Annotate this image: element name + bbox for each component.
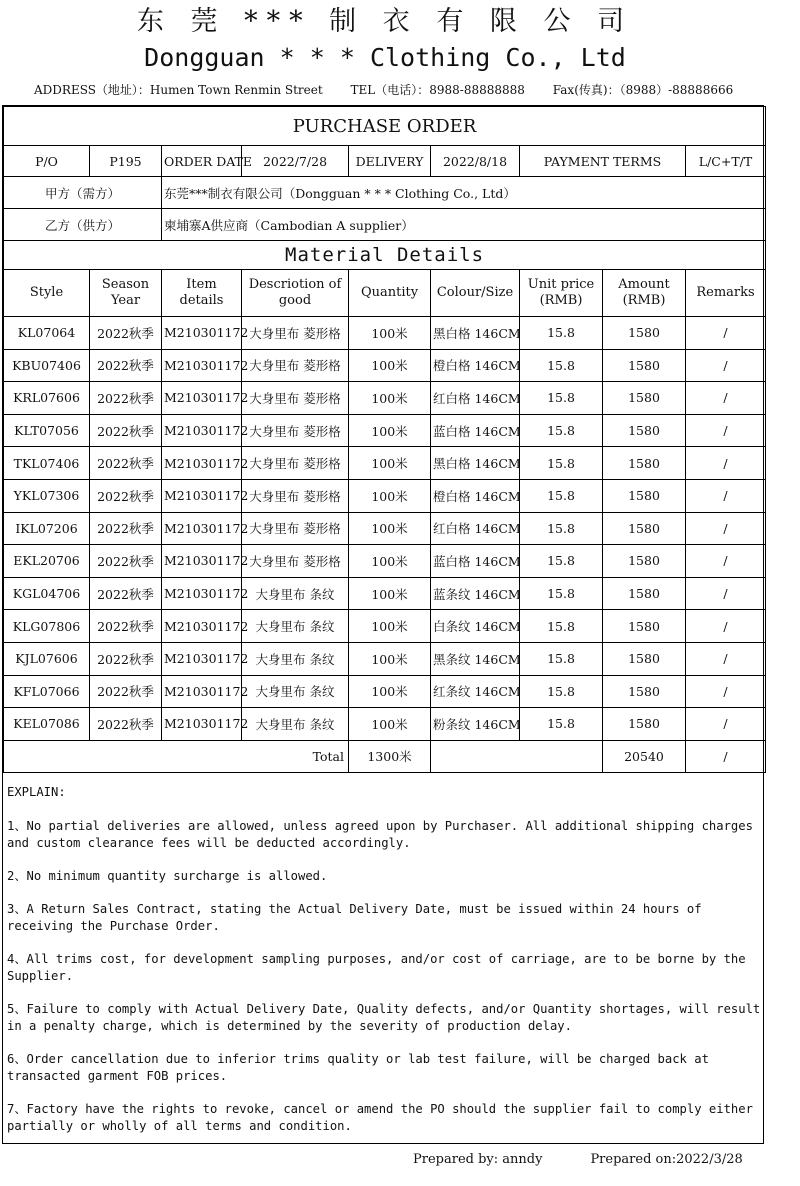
cell-colour-size: 粉条纹 146CM — [431, 708, 520, 741]
buyer-row — [4, 177, 766, 209]
explain-item-6: 6、Order cancellation due to inferior trims quality or lab test failure, will be charged back at transacted garment FOB prices. — [7, 1052, 709, 1083]
cell-unit-price: 15.8 — [520, 317, 603, 350]
cell-item-details: M210301172 — [162, 642, 242, 675]
cell-style: EKL20706 — [4, 545, 90, 578]
buyer-label: 甲方（需方） — [4, 177, 162, 209]
delivery-value: 2022/8/18 — [431, 146, 520, 177]
purchase-order-table — [3, 106, 766, 773]
material-row — [4, 675, 766, 708]
company-name-chinese: 东 莞 *** 制 衣 有 限 公 司 — [136, 6, 634, 37]
cell-unit-price: 15.8 — [520, 414, 603, 447]
cell-quantity: 100米 — [349, 708, 431, 741]
cell-season-year: 2022秋季 — [90, 479, 162, 512]
cell-item-details: M210301172 — [162, 675, 242, 708]
explain-section — [7, 784, 762, 1151]
cell-remarks: / — [686, 708, 766, 741]
cell-description: 大身里布 条纹 — [242, 610, 349, 643]
cell-style: KFL07066 — [4, 675, 90, 708]
cell-season-year: 2022秋季 — [90, 545, 162, 578]
header-unit-price: Unit price (RMB) — [520, 270, 603, 317]
supplier-value: 柬埔寨A供应商（Cambodian A supplier） — [162, 209, 766, 241]
cell-quantity: 100米 — [349, 414, 431, 447]
cell-amount: 1580 — [603, 349, 686, 382]
total-row — [4, 740, 766, 772]
order-date-label: ORDER DATE — [162, 146, 242, 177]
cell-amount: 1580 — [603, 708, 686, 741]
explain-item-4: 4、All trims cost, for development sampling purposes, and/or cost of carriage, are to be borne by the Supplier. — [7, 952, 746, 983]
purchase-order-frame — [2, 105, 764, 1144]
cell-quantity: 100米 — [349, 642, 431, 675]
cell-season-year: 2022秋季 — [90, 512, 162, 545]
cell-style: KL07064 — [4, 317, 90, 350]
cell-unit-price: 15.8 — [520, 675, 603, 708]
material-header-row — [4, 270, 766, 317]
cell-amount: 1580 — [603, 577, 686, 610]
cell-remarks: / — [686, 675, 766, 708]
cell-quantity: 100米 — [349, 447, 431, 480]
cell-unit-price: 15.8 — [520, 512, 603, 545]
cell-unit-price: 15.8 — [520, 447, 603, 480]
material-row — [4, 577, 766, 610]
tel-text: TEL（电话）：8988-88888888 — [350, 83, 525, 97]
cell-colour-size: 黑白格 146CM — [431, 317, 520, 350]
cell-season-year: 2022秋季 — [90, 414, 162, 447]
cell-amount: 1580 — [603, 447, 686, 480]
total-empty-cell — [431, 740, 603, 772]
cell-item-details: M210301172 — [162, 512, 242, 545]
cell-unit-price: 15.8 — [520, 382, 603, 415]
cell-quantity: 100米 — [349, 479, 431, 512]
cell-quantity: 100米 — [349, 545, 431, 578]
cell-colour-size: 红白格 146CM — [431, 382, 520, 415]
cell-colour-size: 蓝白格 146CM — [431, 414, 520, 447]
cell-quantity: 100米 — [349, 382, 431, 415]
cell-season-year: 2022秋季 — [90, 610, 162, 643]
contact-line — [34, 82, 774, 98]
header-amount: Amount (RMB) — [603, 270, 686, 317]
cell-item-details: M210301172 — [162, 382, 242, 415]
cell-style: KGL04706 — [4, 577, 90, 610]
explain-item-1: 1、No partial deliveries are allowed, unless agreed upon by Purchaser. All additional shipping charges and custom clearance fees will be deducted accordingly. — [7, 819, 753, 850]
cell-item-details: M210301172 — [162, 545, 242, 578]
cell-item-details: M210301172 — [162, 349, 242, 382]
cell-remarks: / — [686, 545, 766, 578]
cell-description: 大身里布 菱形格 — [242, 414, 349, 447]
cell-quantity: 100米 — [349, 349, 431, 382]
cell-amount: 1580 — [603, 512, 686, 545]
cell-description: 大身里布 条纹 — [242, 708, 349, 741]
cell-remarks: / — [686, 479, 766, 512]
header-remarks: Remarks — [686, 270, 766, 317]
cell-amount: 1580 — [603, 479, 686, 512]
cell-amount: 1580 — [603, 414, 686, 447]
cell-style: YKL07306 — [4, 479, 90, 512]
header-colour-size: Colour/Size — [431, 270, 520, 317]
cell-remarks: / — [686, 317, 766, 350]
order-info-row — [4, 146, 766, 177]
material-row — [4, 610, 766, 643]
material-details-title: Material Details — [4, 241, 766, 270]
cell-description: 大身里布 条纹 — [242, 642, 349, 675]
cell-description: 大身里布 菱形格 — [242, 545, 349, 578]
material-rows — [4, 317, 766, 741]
total-label: Total — [4, 740, 349, 772]
total-quantity: 1300米 — [349, 740, 431, 772]
cell-quantity: 100米 — [349, 317, 431, 350]
cell-unit-price: 15.8 — [520, 708, 603, 741]
cell-description: 大身里布 条纹 — [242, 675, 349, 708]
cell-colour-size: 橙白格 146CM — [431, 349, 520, 382]
company-name-english: Dongguan * * * Clothing Co., Ltd — [144, 43, 626, 72]
cell-unit-price: 15.8 — [520, 642, 603, 675]
material-row — [4, 479, 766, 512]
cell-quantity: 100米 — [349, 512, 431, 545]
prepared-footer — [413, 1152, 743, 1167]
cell-item-details: M210301172 — [162, 447, 242, 480]
cell-remarks: / — [686, 512, 766, 545]
cell-colour-size: 蓝白格 146CM — [431, 545, 520, 578]
cell-item-details: M210301172 — [162, 317, 242, 350]
buyer-value: 东莞***制衣有限公司（Dongguan * * * Clothing Co., Ltd） — [162, 177, 766, 209]
cell-season-year: 2022秋季 — [90, 675, 162, 708]
cell-colour-size: 橙白格 146CM — [431, 479, 520, 512]
cell-season-year: 2022秋季 — [90, 708, 162, 741]
cell-colour-size: 黑白格 146CM — [431, 447, 520, 480]
cell-amount: 1580 — [603, 642, 686, 675]
header-quantity: Quantity — [349, 270, 431, 317]
material-row — [4, 708, 766, 741]
cell-remarks: / — [686, 577, 766, 610]
cell-unit-price: 15.8 — [520, 577, 603, 610]
payment-terms-value: L/C+T/T — [686, 146, 766, 177]
prepared-on: Prepared on:2022/3/28 — [590, 1152, 743, 1167]
material-row — [4, 545, 766, 578]
header-style: Style — [4, 270, 90, 317]
material-row — [4, 512, 766, 545]
cell-description: 大身里布 菱形格 — [242, 382, 349, 415]
cell-colour-size: 蓝条纹 146CM — [431, 577, 520, 610]
cell-description: 大身里布 菱形格 — [242, 447, 349, 480]
cell-item-details: M210301172 — [162, 414, 242, 447]
cell-remarks: / — [686, 447, 766, 480]
total-amount: 20540 — [603, 740, 686, 772]
cell-season-year: 2022秋季 — [90, 349, 162, 382]
po-value: P195 — [90, 146, 162, 177]
cell-amount: 1580 — [603, 382, 686, 415]
material-row — [4, 414, 766, 447]
fax-text: Fax(传真)：（8988）-88888666 — [552, 83, 734, 97]
cell-unit-price: 15.8 — [520, 545, 603, 578]
cell-item-details: M210301172 — [162, 479, 242, 512]
address-text: ADDRESS（地址）：Humen Town Renmin Street — [34, 83, 323, 97]
payment-terms-label: PAYMENT TERMS — [520, 146, 686, 177]
cell-style: KEL07086 — [4, 708, 90, 741]
purchase-order-title: PURCHASE ORDER — [4, 107, 766, 146]
material-row — [4, 642, 766, 675]
supplier-row — [4, 209, 766, 241]
header-description: Descriotion of good — [242, 270, 349, 317]
cell-remarks: / — [686, 382, 766, 415]
cell-amount: 1580 — [603, 317, 686, 350]
cell-quantity: 100米 — [349, 610, 431, 643]
cell-style: KJL07606 — [4, 642, 90, 675]
explain-heading: EXPLAIN: — [7, 785, 66, 799]
cell-style: IKL07206 — [4, 512, 90, 545]
cell-description: 大身里布 菱形格 — [242, 512, 349, 545]
cell-description: 大身里布 菱形格 — [242, 479, 349, 512]
material-row — [4, 317, 766, 350]
cell-remarks: / — [686, 642, 766, 675]
explain-item-5: 5、Failure to comply with Actual Delivery Date, Quality defects, and/or Quantity shortages, will result in a penalty charge, which is determined by the severity of production delay. — [7, 1002, 761, 1033]
cell-description: 大身里布 菱形格 — [242, 317, 349, 350]
prepared-by: Prepared by: anndy — [413, 1152, 543, 1167]
cell-colour-size: 红白格 146CM — [431, 512, 520, 545]
cell-colour-size: 白条纹 146CM — [431, 610, 520, 643]
cell-colour-size: 红条纹 146CM — [431, 675, 520, 708]
cell-amount: 1580 — [603, 610, 686, 643]
cell-unit-price: 15.8 — [520, 610, 603, 643]
explain-item-7: 7、Factory have the rights to revoke, cancel or amend the PO should the supplier fail to comply either partially or wholly of all terms and condition. — [7, 1102, 753, 1133]
explain-item-3: 3、A Return Sales Contract, stating the Actual Delivery Date, must be issued within 24 hours of receiving the Purchase Order. — [7, 902, 702, 933]
cell-style: KLT07056 — [4, 414, 90, 447]
cell-amount: 1580 — [603, 545, 686, 578]
cell-season-year: 2022秋季 — [90, 317, 162, 350]
cell-season-year: 2022秋季 — [90, 382, 162, 415]
order-date-value: 2022/7/28 — [242, 146, 349, 177]
cell-season-year: 2022秋季 — [90, 447, 162, 480]
material-row — [4, 382, 766, 415]
supplier-label: 乙方（供方） — [4, 209, 162, 241]
cell-unit-price: 15.8 — [520, 479, 603, 512]
cell-item-details: M210301172 — [162, 708, 242, 741]
material-row — [4, 349, 766, 382]
cell-quantity: 100米 — [349, 675, 431, 708]
cell-amount: 1580 — [603, 675, 686, 708]
cell-style: KBU07406 — [4, 349, 90, 382]
explain-item-2: 2、No minimum quantity surcharge is allowed. — [7, 869, 328, 883]
cell-remarks: / — [686, 610, 766, 643]
material-row — [4, 447, 766, 480]
cell-description: 大身里布 条纹 — [242, 577, 349, 610]
total-remarks: / — [686, 740, 766, 772]
cell-quantity: 100米 — [349, 577, 431, 610]
cell-season-year: 2022秋季 — [90, 577, 162, 610]
header-season-year: Season Year — [90, 270, 162, 317]
cell-item-details: M210301172 — [162, 610, 242, 643]
delivery-label: DELIVERY — [349, 146, 431, 177]
cell-season-year: 2022秋季 — [90, 642, 162, 675]
header-item-details: Item details — [162, 270, 242, 317]
cell-description: 大身里布 菱形格 — [242, 349, 349, 382]
cell-style: TKL07406 — [4, 447, 90, 480]
cell-style: KLG07806 — [4, 610, 90, 643]
cell-remarks: / — [686, 414, 766, 447]
po-label: P/O — [4, 146, 90, 177]
cell-item-details: M210301172 — [162, 577, 242, 610]
cell-unit-price: 15.8 — [520, 349, 603, 382]
cell-remarks: / — [686, 349, 766, 382]
cell-style: KRL07606 — [4, 382, 90, 415]
cell-colour-size: 黑条纹 146CM — [431, 642, 520, 675]
